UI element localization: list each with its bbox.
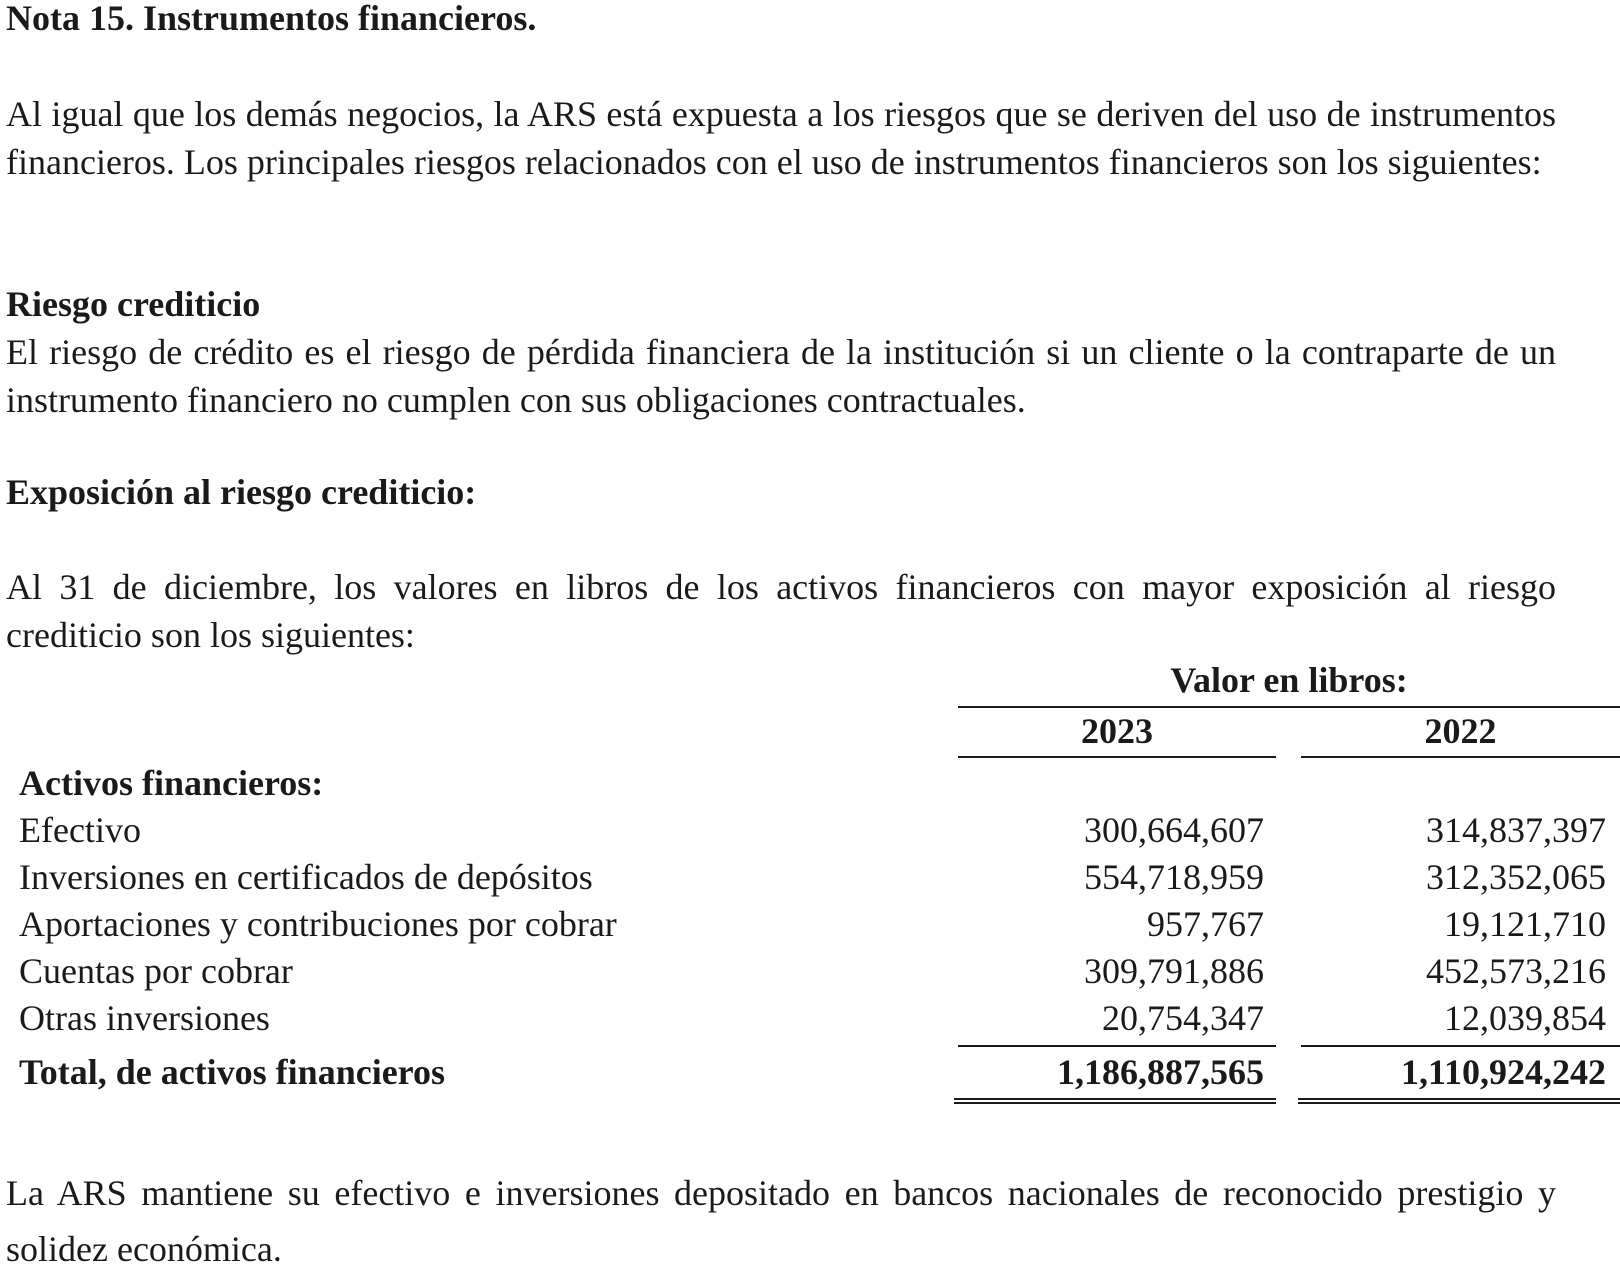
cell-2023: 20,754,347	[1102, 998, 1264, 1038]
column-header-2022: 2022	[1424, 711, 1497, 751]
cell-2023: 300,664,607	[1084, 810, 1264, 850]
intro-paragraph: Al igual que los demás negocios, la ARS está expuesta a los riesgos que se deriven del uso de instrumentos financieros. Los principales riesgos relacionados con el uso de instrumentos financieros son los siguientes:	[6, 94, 1556, 182]
row-label: Aportaciones y contribuciones por cobrar	[19, 904, 617, 944]
row-label: Cuentas por cobrar	[19, 951, 293, 991]
total-double-rule-2023	[954, 1098, 1276, 1104]
exposure-intro-paragraph: Al 31 de diciembre, los valores en libros de los activos financieros con mayor exposición al riesgo crediticio son los siguientes:	[6, 567, 1556, 655]
total-label: Total, de activos financieros	[19, 1052, 446, 1092]
credit-risk-definition: El riesgo de crédito es el riesgo de pérdida financiera de la institución si un cliente o la contraparte de un instrumento financiero no cumplen con sus obligaciones contractuales.	[6, 332, 1556, 420]
note-title: Nota 15. Instrumentos financieros.	[6, 0, 537, 38]
row-label: Inversiones en certificados de depósitos	[19, 857, 593, 897]
section-label: Activos financieros:	[19, 763, 324, 803]
column-header-2023: 2023	[1081, 711, 1153, 751]
credit-risk-heading: Riesgo crediticio	[6, 284, 261, 324]
cell-2022: 314,837,397	[1426, 810, 1606, 850]
column-rule-2022	[1301, 756, 1620, 758]
total-2022: 1,110,924,242	[1400, 1052, 1606, 1092]
subtotal-rule-2022	[1301, 1045, 1620, 1047]
cell-2023: 554,718,959	[1084, 857, 1264, 897]
cell-2022: 19,121,710	[1444, 904, 1606, 944]
row-label: Otras inversiones	[19, 998, 270, 1038]
subtotal-rule-2023	[958, 1045, 1276, 1047]
row-label: Efectivo	[19, 810, 141, 850]
cell-2023: 309,791,886	[1084, 951, 1264, 991]
group-header-rule	[958, 706, 1620, 708]
cell-2023: 957,767	[1147, 904, 1264, 944]
total-2023: 1,186,887,565	[1057, 1052, 1264, 1092]
cell-2022: 312,352,065	[1426, 857, 1606, 897]
exposure-heading: Exposición al riesgo crediticio:	[6, 472, 477, 512]
table-group-header: Valor en libros:	[1170, 660, 1408, 700]
total-double-rule-2022	[1298, 1098, 1620, 1104]
cell-2022: 452,573,216	[1426, 951, 1606, 991]
closing-paragraph: La ARS mantiene su efectivo e inversiones depositado en bancos nacionales de reconocido prestigio y solidez económica.	[6, 1173, 1556, 1269]
column-rule-2023	[958, 756, 1276, 758]
cell-2022: 12,039,854	[1444, 998, 1606, 1038]
